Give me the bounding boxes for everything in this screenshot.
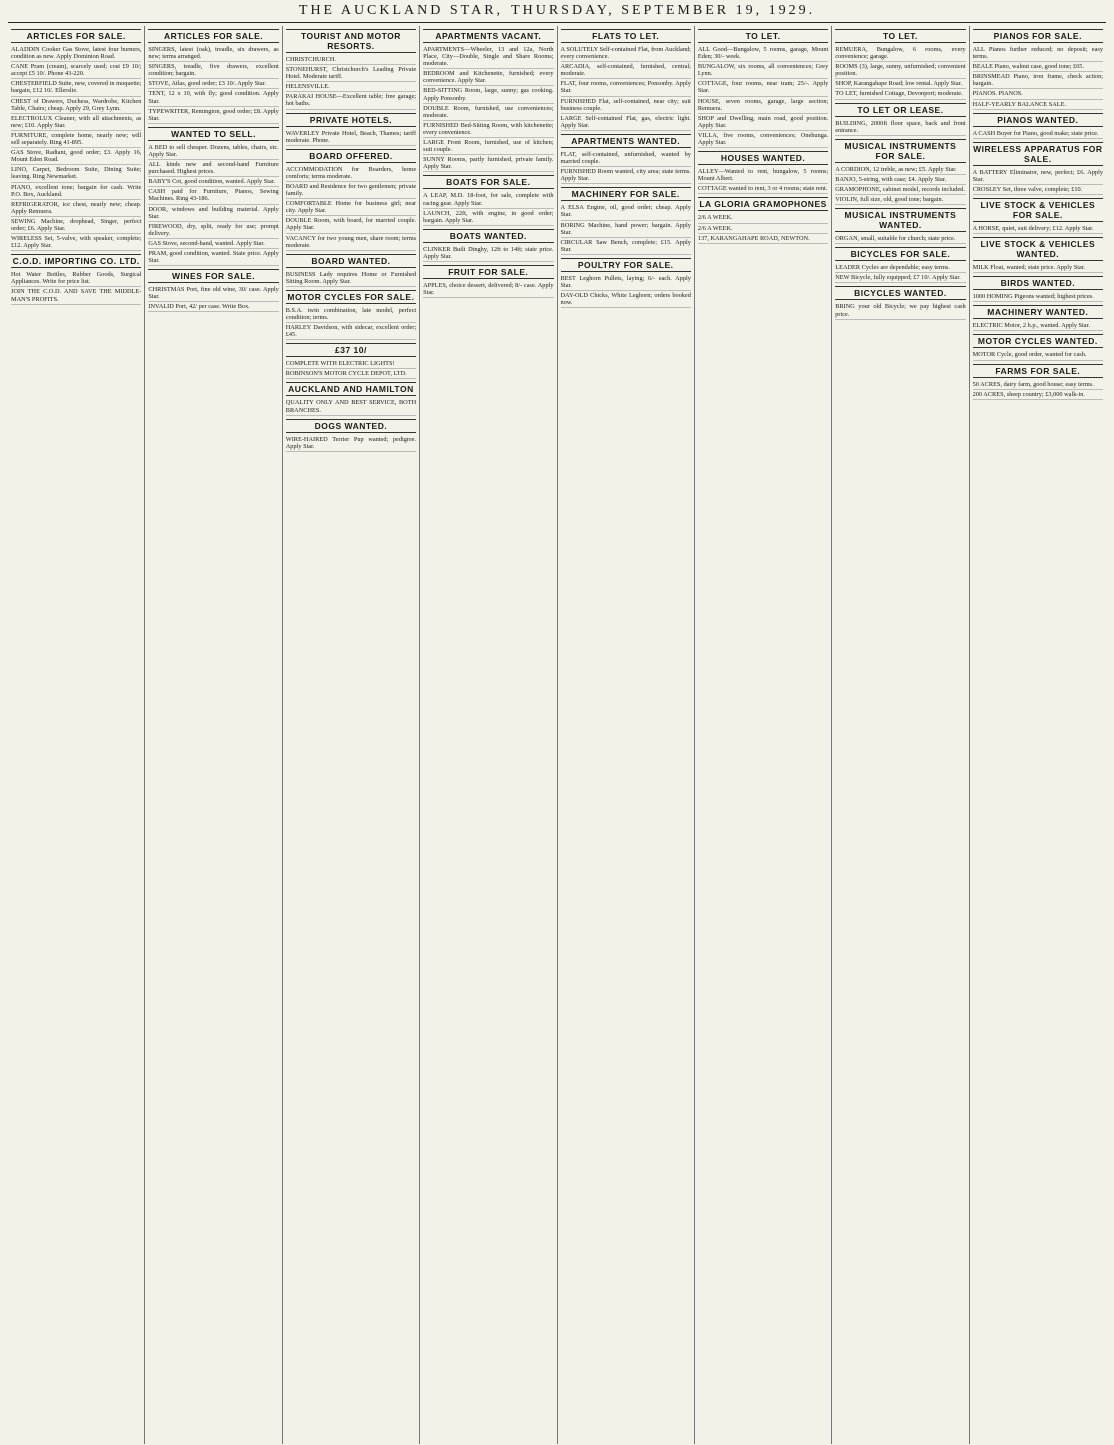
masthead-title: THE AUCKLAND STAR, [298,3,504,18]
classified-ad: COMFORTABLE Home for business girl; near city. Apply Star. [286,199,416,216]
classified-ad: BEDROOM and Kitchenette, furnished; every convenience. Apply Star. [423,69,553,86]
classified-ad: CHRISTCHURCH. [286,55,416,65]
classified-ad: WIRE-HAIRED Terrier Pup wanted; pedigree. Apply Star. [286,435,416,452]
section-heading: LA GLORIA GRAMOPHONES [699,199,827,210]
section-heading: PRIVATE HOTELS. [286,113,416,127]
classified-ad: A CORDION, 12 treble, as new; £5. Apply Star. [835,165,965,175]
column-2 [145,26,282,1444]
classified-ad: DOUBLE Room, with board, for married couple. Apply Star. [286,216,416,233]
classified-ad: HALF-YEARLY BALANCE SALE. [973,100,1103,110]
classified-ad: DAY-OLD Chicks, White Leghorn; orders booked now. [561,291,691,308]
classified-ad: 50 ACRES, dairy farm, good house; easy terms. [973,380,1103,390]
classified-ad: CHRISTMAS Port, fine old wine, 30/ case. Apply Star. [148,285,278,302]
section-heading: PIANOS WANTED. [973,113,1103,127]
section-heading: BICYCLES WANTED. [835,286,965,300]
column-3 [283,26,420,1444]
section-heading: LIVE STOCK & VEHICLES WANTED. [973,237,1103,261]
section-heading: BICYCLES FOR SALE. [835,247,965,261]
section-heading: BIRDS WANTED. [973,276,1103,290]
classified-ad: LINO, Carpet, Bedroom Suite, Dining Suite; leaving. Ring Newmarket. [11,165,141,182]
section-heading: MOTOR CYCLES FOR SALE. [287,291,415,302]
classified-ad: ALL Pianos further reduced; no deposit; easy terms. [973,45,1103,62]
classified-ad: LEADER Cycles are dependable; easy terms. [835,263,965,273]
classified-ad: ELECTROLUX Cleaner, with all attachments, as new; £10. Apply Star. [11,114,141,131]
section-heading: MACHINERY FOR SALE. [561,187,691,201]
classified-ad: ALL kinds new and second-hand Furniture purchased. Highest prices. [148,160,278,177]
classified-ad: FURNISHED Room wanted, city area; state terms. Apply Star. [561,167,691,184]
classified-ad: TO LET, furnished Cottage, Devonport; moderate. [835,89,965,99]
classified-ad: STONEHURST, Christchurch's Leading Private Hotel. Moderate tariff. [286,65,416,82]
classified-ad: REFRIGERATOR, ice chest, nearly new; cheap. Apply Remuera. [11,200,141,217]
section-heading: AUCKLAND AND HAMILTON [286,382,416,396]
classified-ad: MOTOR Cycle, good order, wanted for cash. [973,350,1103,360]
classified-ad: GAS Stove, Radiant, good order; £3. Apply 16, Mount Eden Road. [11,148,141,165]
classified-ad: REMUERA, Bungalow, 6 rooms, every convenience; garage. [835,45,965,62]
classified-ad: TYPEWRITER, Remington, good order; £8. Apply Star. [148,107,278,124]
masthead-date: THURSDAY, SEPTEMBER 19, 1929. [511,3,816,18]
classified-ad: HELENSVILLE. [286,82,416,92]
classified-ad: PRAM, good condition, wanted. State price. Apply Star. [148,249,278,266]
classified-ad: SUNNY Rooms, partly furnished, private family. Apply Star. [423,155,553,172]
classified-ad: HARLEY Davidson, with sidecar, excellent order; £45. [286,323,416,340]
classified-ad: LARGE Front Room, furnished, use of kitchen; suit couple. [423,138,553,155]
classified-ad: CROSLEY Set, three valve, complete; £10. [973,185,1103,195]
classified-ad: BUSINESS Lady requires Home or Furnished Sitting Room. Apply Star. [286,270,416,287]
column-4 [420,26,557,1444]
classified-ad: SHOP, Karangahape Road; low rental. Apply Star. [835,79,965,89]
section-heading: TOURIST AND MOTOR RESORTS. [286,29,416,53]
classified-ad: A SOLUTELY Self-contained Flat, from Auckland; every convenience. [561,45,691,62]
classified-ad: ARCADIA, self-contained, furnished, central; moderate. [561,62,691,79]
classified-ad: BEST Leghorn Pullets, laying; 6/- each. Apply Star. [561,274,691,291]
classified-ad: SEWING Machine, drophead, Singer, perfect order; £6. Apply Star. [11,217,141,234]
classified-ad: A BATTERY Eliminator, new, perfect; £6. Apply Star. [973,168,1103,185]
column-1 [8,26,145,1444]
classified-ad: BED-SITTING Room, large, sunny; gas cooking. Apply Ponsonby. [423,86,553,103]
section-heading: PIANOS FOR SALE. [973,29,1103,43]
classified-ad: QUALITY ONLY AND BEST SERVICE, BOTH BRANCHES. [286,398,416,415]
classified-ad: WIRELESS Set, 5-valve, with speaker, complete; £12. Apply Star. [11,234,141,251]
classified-ad: FURNISHED Flat, self-contained, near city; suit business couple. [561,97,691,114]
classified-ad: A BED to sell cheaper. Dozens, tables, chairs, etc. Apply Star. [148,143,278,160]
section-heading: BOARD WANTED. [286,254,416,268]
classified-ad: BOARD and Residence for two gentlemen; private family. [286,182,416,199]
classified-ad: COTTAGE wanted to rent, 3 or 4 rooms; state rent. [698,184,828,194]
classified-ad: VIOLIN, full size, old, good tone; bargain. [835,195,965,205]
section-heading: WIRELESS APPARATUS FOR SALE. [973,143,1103,164]
section-heading: TO LET. [835,29,965,43]
classified-ad: VILLA, five rooms, conveniences; Onehunga. Apply Star. [698,131,828,148]
classified-ad: A LEAP, M.D. 18-foot, for sale, complete with racing gear. Apply Star. [423,191,553,208]
column-5 [558,26,695,1444]
classified-ad: MILK Float, wanted; state price. Apply Star. [973,263,1103,273]
classified-ad: A HORSE, quiet, suit delivery; £12. Apply Star. [973,224,1103,234]
classified-ad: ELECTRIC Motor, 2 h.p., wanted. Apply Star. [973,321,1103,331]
column-6 [695,26,832,1444]
classified-ad: ACCOMMODATION for Boarders, home comforts; terms moderate. [286,165,416,182]
classified-ad: SINGERS, latest (oak), treadle, six drawers, as new; terms arranged. [148,45,278,62]
classified-ad: BUNGALOW, six rooms, all conveniences; Grey Lynn. [698,62,828,79]
section-heading: ARTICLES FOR SALE. [148,29,278,43]
section-heading: WINES FOR SALE. [148,269,278,283]
classified-ad: LARGE Self-contained Flat, gas, electric light. Apply Star. [561,114,691,131]
classified-ad: SHOP and Dwelling, main road, good position. Apply Star. [698,114,828,131]
classified-ad: ALADDIN Cooker Gas Stove, latest four burners, condition as new. Apply Dominion Road. [11,45,141,62]
section-heading: DOGS WANTED. [286,419,416,433]
classified-ad: 200 ACRES, sheep country; £3,000 walk-in. [973,390,1103,400]
section-heading: FRUIT FOR SALE. [423,265,553,279]
section-heading: LIVE STOCK & VEHICLES FOR SALE. [973,198,1103,222]
section-heading: FARMS FOR SALE. [973,364,1103,378]
classified-ad: COMPLETE WITH ELECTRIC LIGHTS! [286,359,416,369]
section-heading: ARTICLES FOR SALE. [11,29,141,43]
classified-ad: COTTAGE, four rooms, near tram; 25/-. Apply Star. [698,79,828,96]
column-8 [970,26,1106,1444]
section-heading: BOARD OFFERED. [286,149,416,163]
classified-ad: CANE Pram (cream), scarcely used; cost £9 10/; accept £5 10/. Phone 43-220. [11,62,141,79]
classified-ad: FLAT, self-contained, unfurnished, wanted by married couple. [561,150,691,167]
classified-ad: CLINKER Built Dinghy, 12ft to 14ft; state price. Apply Star. [423,245,553,262]
classified-ad: DOUBLE Room, furnished, use conveniences; moderate. [423,104,553,121]
classified-ad: FURNITURE, complete home, nearly new; will sell separately. Ring 41-895. [11,131,141,148]
classified-ad: DOOR, windows and building material. Apply Star. [148,205,278,222]
classified-ad: ALLEY—Wanted to rent, bungalow, 5 rooms; Mount Albert. [698,167,828,184]
classified-ad: CASH paid for Furniture, Pianos, Sewing Machines. Ring 43-186. [148,187,278,204]
section-heading: APARTMENTS WANTED. [561,134,691,148]
classified-ad: HOUSE, seven rooms, garage, large section; Remuera. [698,97,828,114]
classified-ad: BRINSMEAD Piano, iron frame, check action; bargain. [973,72,1103,89]
classified-ad: BANJO, 5-string, with case; £4. Apply Star. [835,175,965,185]
classified-ad: PIANOS. PIANOS. [973,89,1103,99]
section-heading: TO LET OR LEASE. [835,103,965,117]
classified-ad: FLAT, four rooms, conveniences; Ponsonby. Apply Star. [561,79,691,96]
classified-ad: SINGERS, treadle, five drawers, excellent condition; bargain. [148,62,278,79]
classified-ad: BABY'S Cot, good condition, wanted. Apply Star. [148,177,278,187]
section-heading: WANTED TO SELL. [148,127,278,141]
classified-ad: BUILDING, 2000ft floor space, back and front entrance. [835,119,965,136]
section-heading: BOATS WANTED. [423,229,553,243]
classified-ad: BEALE Piano, walnut case, good tone; £65. [973,62,1103,72]
section-heading: APARTMENTS VACANT. [423,29,553,43]
classified-ad: CHESTERFIELD Suite, new, covered in moquette; bargain, £12 10/. Ellerslie. [11,79,141,96]
classified-ad: GRAMOPHONE, cabinet model, records included. [835,185,965,195]
classified-ad: ORGAN, small, suitable for church; state price. [835,234,965,244]
classified-ad: INVALID Port, 42/ per case. Write Box. [148,302,278,312]
section-heading: HOUSES WANTED. [698,151,828,165]
classified-ad: WAVERLEY Private Hotel, Beach, Thames; tariff moderate. Phone. [286,129,416,146]
section-heading: MOTOR CYCLES WANTED. [973,334,1103,348]
classifieds-columns [8,26,1106,1444]
section-heading: £37 10/ [286,343,416,357]
classified-ad: GAS Stove, second-hand, wanted. Apply Star. [148,239,278,249]
classified-ad: PARAKAI HOUSE—Excellent table; free garage; hot baths. [286,92,416,109]
section-heading: POULTRY FOR SALE. [561,258,691,272]
classified-ad: BRING your old Bicycle; we pay highest cash price. [835,302,965,319]
classified-ad: 2/6 A WEEK. [698,213,828,223]
classified-ad: ROOMS (3), large, sunny, unfurnished; convenient position. [835,62,965,79]
section-heading: BOATS FOR SALE. [423,175,553,189]
classified-ad: 2/6 A WEEK. [698,224,828,234]
classified-ad: VACANCY for two young men, share room; terms moderate. [286,234,416,251]
classified-ad: 1000 HOMING Pigeons wanted; highest prices. [973,292,1103,302]
column-7 [832,26,969,1444]
classified-ad: JOIN THE C.O.D. AND SAVE THE MIDDLE-MAN'S PROFITS. [11,287,141,304]
classified-ad: B.S.A. twin combination, late model, perfect condition; terms. [286,306,416,323]
classified-ad: BORING Machine, hand power; bargain. Apply Star. [561,221,691,238]
classified-ad: APARTMENTS—Wheeler, 13 and 12a, North Place, City—Double, Single and Share Rooms; moderate. [423,45,553,69]
classified-ad: FURNISHED Bed-Sitting Room, with kitchenette; every convenience. [423,121,553,138]
masthead [8,0,1106,23]
classified-ad: 137, KARANGAHAPE ROAD, NEWTON. [698,234,828,244]
classified-ad: CIRCULAR Saw Bench, complete; £15. Apply Star. [561,238,691,255]
section-heading: MACHINERY WANTED. [973,305,1103,319]
classified-ad: STOVE, Atlas, good order; £3 10/. Apply Star. [148,79,278,89]
section-heading: MUSICAL INSTRUMENTS FOR SALE. [835,139,965,163]
classified-ad: A ELSA Engine, oil, good order; cheap. Apply Star. [561,203,691,220]
section-heading: FLATS TO LET. [561,29,691,43]
classified-ad: FIREWOOD, dry, split, ready for use; prompt delivery. [148,222,278,239]
classified-ad: A CASH Buyer for Piano, good make; state price. [973,129,1103,139]
section-heading: MUSICAL INSTRUMENTS WANTED. [835,208,965,232]
classified-ad: ALL Good—Bungalow, 5 rooms, garage, Mount Eden; 30/- week. [698,45,828,62]
classified-ad: TENT, 12 x 10, with fly; good condition. Apply Star. [148,89,278,106]
classified-ad: PIANO, excellent tone; bargain for cash. Write P.O. Box, Auckland. [11,183,141,200]
classified-ad: LAUNCH, 22ft, with engine, in good order; bargain. Apply Star. [423,209,553,226]
section-heading: TO LET. [698,29,828,43]
classified-ad: Hot Water Bottles, Rubber Goods, Surgical Appliances. Write for price list. [11,270,141,287]
section-heading: C.O.D. IMPORTING CO. LTD. [12,256,140,267]
classified-ad: ROBINSON'S MOTOR CYCLE DEPOT, LTD. [286,369,416,379]
newspaper-page [8,0,1106,1445]
classified-ad: NEW Bicycle, fully equipped; £7 10/. Apply Star. [835,273,965,283]
classified-ad: CHEST of Drawers, Duchess, Wardrobe, Kitchen Table, Chairs; cheap. Apply 29, Grey Lynn. [11,97,141,114]
classified-ad: APPLES, choice dessert, delivered; 8/- case. Apply Star. [423,281,553,298]
